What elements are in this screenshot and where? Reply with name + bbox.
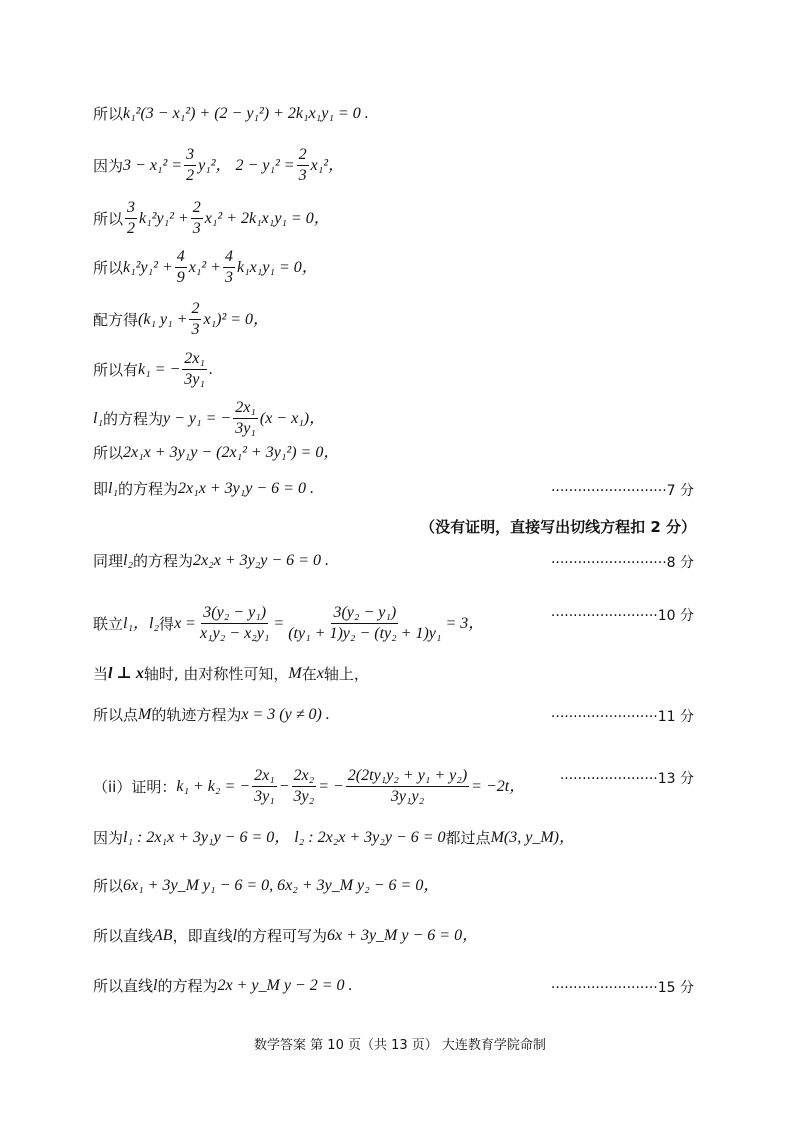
- score-mark-15: ························15 分: [550, 980, 694, 996]
- score-mark-8: ··························8 分: [550, 555, 694, 571]
- fraction: $\frac{\text{2x₁}}{\text{3y₁}}$: [254, 767, 275, 805]
- score-mark-10: ························10 分: [550, 608, 694, 624]
- fraction: $\frac{2}{3}$: [191, 300, 200, 338]
- step-line-9: 即 l₁ 的方程为 2x₁x + 3y₁y − 6 = 0 .: [93, 480, 314, 498]
- fraction: $\frac{\text{2x₂}}{\text{3y₂}}$: [293, 767, 315, 805]
- equation: k₁²(3 − x₁²) + (2 − y₁²) + 2k₁x₁y₁ = 0 .: [123, 105, 369, 122]
- step-line-5: 配方得 (k₁ y₁ + $\frac{2}{3}$ x₁)² = 0，: [93, 300, 270, 338]
- score-mark-13: ······················13 分: [559, 771, 694, 787]
- step-line-10: 同理 l₂ 的方程为 2x₂x + 3y₂y − 6 = 0 .: [93, 552, 329, 570]
- step-line-18: 所以直线 l 的方程为 2x + y_M y − 2 = 0 .: [93, 977, 353, 995]
- step-line-13: 所以点 M 的轨迹方程为 x = 3 (y ≠ 0) .: [93, 706, 330, 724]
- step-line-14: （ii）证明： k₁ + k₂ = − $\frac{\text{2x₁}}{\text{3y₁}}$ − $\frac{\text{2x₂}}{\text{3y₂}}$ = − $\frac{\text{2(2ty₁y₂ + y₁ + y₂)}}{\text{3y₁y₂}}$ = −2t，: [93, 767, 526, 805]
- step-line-12: 当 l ⊥ x 轴时, 由对称性可知， M 在 x 轴上，: [93, 665, 369, 683]
- step-line-1: 所以 k₁²(3 − x₁²) + (2 − y₁²) + 2k₁x₁y₁ = 0 .: [93, 105, 369, 123]
- step-line-7: l₁ 的方程为 y − y₁ = − $\frac{\text{2x₁}}{\text{3y₁}}$ (x − x₁)，: [93, 399, 326, 437]
- fraction: $\frac{\text{2x₁}}{\text{3y₁}}$: [184, 350, 205, 388]
- step-line-3: 所以 $\frac{3}{2}$ k₁²y₁² + $\frac{2}{3}$ x₁² + 2k₁x₁y₁ = 0，: [93, 199, 330, 237]
- step-line-2: 因为 3 − x₁² = $\frac{3}{2}$ y₁²， 2 − y₁² = $\frac{2}{3}$ x₁²，: [93, 146, 345, 184]
- page-footer: 数学答案 第 10 页（共 13 页） 大连教育学院命制: [254, 1038, 546, 1053]
- fraction: $\frac{4}{9}$: [176, 248, 185, 286]
- fraction: $\frac{2}{3}$: [298, 146, 307, 184]
- fraction: $\frac{3}{2}$: [127, 199, 136, 237]
- step-line-8: 所以 2x₁x + 3y₁y − (2x₁² + 3y₁²) = 0，: [93, 444, 340, 462]
- deduction-note: （没有证明，直接写出切线方程扣 2 分）: [420, 518, 696, 536]
- fraction: $\frac{3}{2}$: [186, 146, 195, 184]
- step-line-17: 所以直线 AB ，即直线 l 的方程可写为 6x + 3y_M y − 6 = 0，: [93, 927, 479, 945]
- score-mark-11: ························11 分: [550, 709, 694, 725]
- fraction: $\frac{\text{2x₁}}{\text{3y₁}}$: [235, 399, 256, 437]
- score-mark-7: ··························7 分: [550, 483, 694, 499]
- step-line-11: 联立 l₁， l₂ 得 x = $\frac{\text{3(y₂ − y₁)}}{\text{x₁y₂ − x₂y₁}}$ = $\frac{\text{3(y₂ − y₁)}}{\text{(ty₁ + 1)y₂ − (ty₂ + 1)y₁}}$ = 3，: [93, 604, 485, 642]
- step-line-16: 所以 6x₁ + 3y_M y₁ − 6 = 0, 6x₂ + 3y_M y₂ − 6 = 0，: [93, 877, 440, 895]
- fraction: $\frac{\text{2(2ty₁y₂ + y₁ + y₂)}}{\text{3y₁y₂}}$: [347, 767, 468, 805]
- fraction: $\frac{4}{3}$: [225, 248, 233, 286]
- fraction: $\frac{2}{3}$: [192, 199, 201, 237]
- step-line-6: 所以有 k₁ = − $\frac{\text{2x₁}}{\text{3y₁}}$ .: [93, 350, 213, 388]
- fraction: $\frac{\text{3(y₂ − y₁)}}{\text{x₁y₂ − x₂y₁}}$: [199, 604, 270, 642]
- step-line-4: 所以 k₁²y₁² + $\frac{4}{9}$ x₁² + $\frac{4}{3}$ k₁x₁y₁ = 0，: [93, 248, 318, 286]
- step-line-15: 因为 l₁ : 2x₁x + 3y₁y − 6 = 0， l₂ : 2x₂x + 3y₂y − 6 = 0 都过点 M(3, y_M)，: [93, 829, 575, 847]
- fraction: $\frac{\text{3(y₂ − y₁)}}{\text{(ty₁ + 1)y₂ − (ty₂ + 1)y₁}}$: [288, 604, 442, 642]
